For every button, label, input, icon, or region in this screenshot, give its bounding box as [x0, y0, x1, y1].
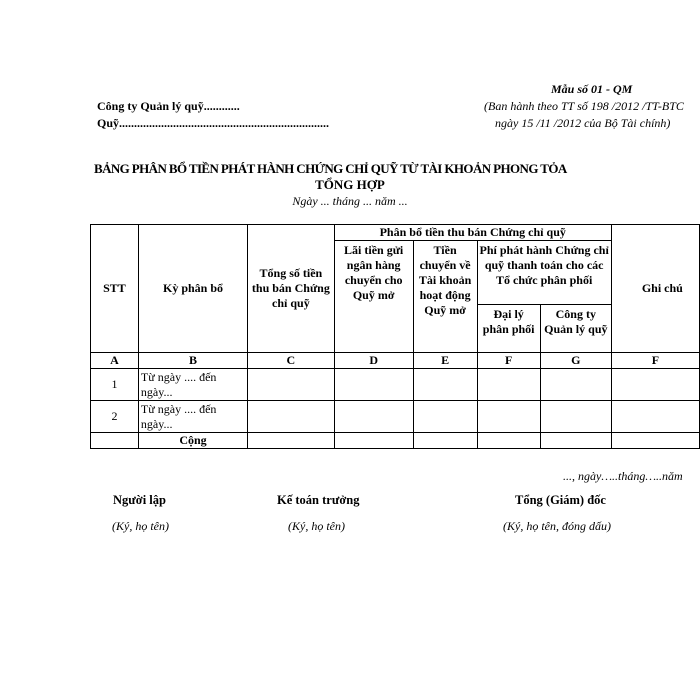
fund-line: Quỹ...................................................................... [97, 116, 330, 130]
column-letter: F [477, 353, 540, 369]
header-period: Kỳ phân bổ [138, 225, 247, 353]
column-letter: D [334, 353, 413, 369]
document-title-line2: TỔNG HỢP [315, 177, 385, 192]
form-code: Mẫu số 01 - QM [551, 82, 633, 96]
row-stt: 2 [91, 401, 139, 433]
header-transfer: Tiền chuyển về Tài khoản hoạt động Quỹ mở [413, 241, 477, 353]
cell-empty [248, 401, 335, 433]
cell-empty [334, 401, 413, 433]
header-note: Ghi chú [611, 225, 699, 353]
header-allocation-group: Phân bổ tiền thu bán Chứng chỉ quỹ [334, 225, 611, 241]
row-stt: 1 [91, 369, 139, 401]
place-date: ..., ngày…..tháng…..năm [563, 469, 683, 483]
report-date: Ngày ... tháng ... năm ... [292, 194, 408, 208]
cell-empty [334, 433, 413, 449]
total-row [91, 433, 700, 449]
cell-empty [477, 433, 540, 449]
document-title: BẢNG PHÂN BỔ TIỀN PHÁT HÀNH CHỨNG CHỈ QUỸ TỪ TÀI KHOẢN PHONG TỎA [94, 161, 567, 176]
header-total: Tổng số tiền thu bán Chứng chỉ quỹ [248, 225, 335, 353]
cell-empty [413, 401, 477, 433]
column-letter: G [540, 353, 611, 369]
signature-preparer-note: (Ký, họ tên) [112, 519, 169, 533]
cell-empty [611, 369, 699, 401]
row-period: Từ ngày .... đến ngày... [138, 369, 247, 401]
column-letter: A [91, 353, 139, 369]
issued-date: ngày 15 /11 /2012 của Bộ Tài chính) [495, 116, 671, 130]
cell-empty [413, 369, 477, 401]
company-line: Công ty Quản lý quỹ............ [97, 99, 240, 113]
cell-empty [91, 433, 139, 449]
cell-empty [334, 369, 413, 401]
cell-empty [611, 433, 699, 449]
total-label: Cộng [138, 433, 247, 449]
signature-accountant-note: (Ký, họ tên) [288, 519, 345, 533]
cell-empty [611, 401, 699, 433]
cell-empty [540, 401, 611, 433]
cell-empty [413, 433, 477, 449]
cell-empty [248, 369, 335, 401]
table-row [91, 401, 700, 433]
cell-empty [477, 401, 540, 433]
cell-empty [540, 369, 611, 401]
column-letter: F [611, 353, 699, 369]
row-period: Từ ngày .... đến ngày... [138, 401, 247, 433]
cell-empty [248, 433, 335, 449]
table-row [91, 369, 700, 401]
header-fee-group: Phí phát hành Chứng chỉ quỹ thanh toán cho các Tổ chức phân phối [477, 241, 611, 305]
header-stt: STT [91, 225, 139, 353]
signature-accountant-title: Kế toán trưởng [277, 493, 360, 507]
header-company: Công ty Quản lý quỹ [540, 305, 611, 353]
cell-empty [540, 433, 611, 449]
column-letter: E [413, 353, 477, 369]
allocation-table [90, 224, 700, 449]
signature-director-note: (Ký, họ tên, đóng dấu) [503, 519, 611, 533]
column-letter: C [248, 353, 335, 369]
letters-row [91, 353, 700, 369]
signature-director-title: Tổng (Giám) đốc [515, 493, 606, 507]
issued-by: (Ban hành theo TT số 198 /2012 /TT-BTC [484, 99, 684, 113]
header-agent: Đại lý phân phối [477, 305, 540, 353]
signature-preparer-title: Người lập [113, 493, 166, 507]
column-letter: B [138, 353, 247, 369]
header-interest: Lãi tiền gửi ngân hàng chuyển cho Quỹ mở [334, 241, 413, 353]
cell-empty [477, 369, 540, 401]
